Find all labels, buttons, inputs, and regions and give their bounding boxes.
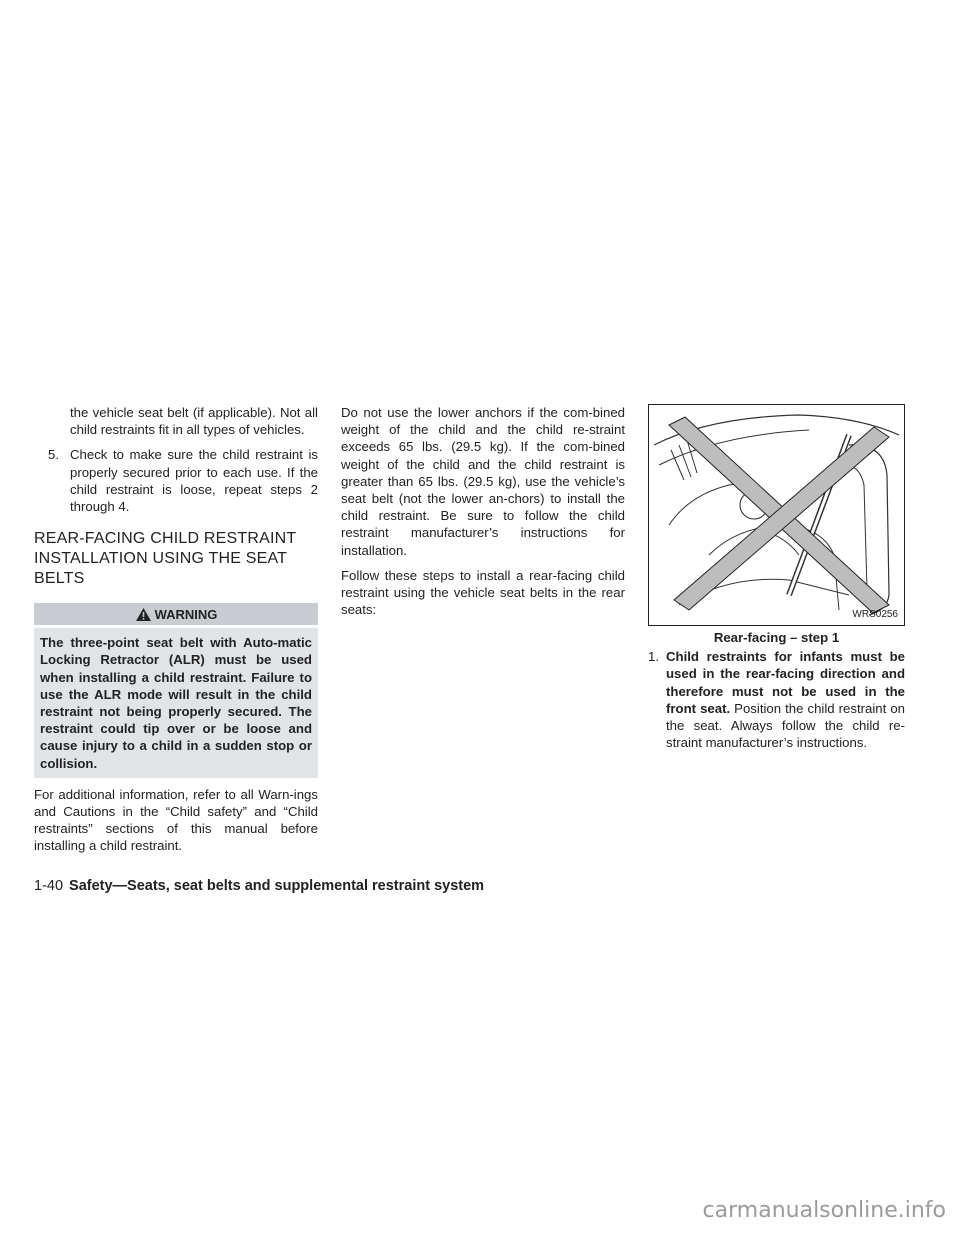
page-footer: [34, 878, 484, 895]
warning-header: [34, 603, 318, 625]
step-text: Check to make sure the child restraint is properly secured prior to each use. If the child restraint is loose, repeat steps 2 through 4.: [70, 447, 318, 515]
column-middle: [341, 404, 625, 618]
step-number: 5.: [48, 447, 59, 463]
rear-facing-seat-illustration: [649, 405, 904, 625]
figure-caption: Rear-facing – step 1: [713, 630, 840, 645]
watermark: carmanualsonline.info: [702, 1198, 946, 1223]
page-number: 1-40: [34, 878, 64, 894]
step-1: [648, 648, 905, 751]
warning-box: [34, 603, 318, 778]
illustration-rear-facing-step-1: [648, 404, 905, 626]
section-title: Safety—Seats, seat belts and supplemental restraint system: [69, 878, 485, 894]
paragraph-lower-anchors: Do not use the lower anchors if the com-bined weight of the child and the child re-straint exceeds 65 lbs. (29.5 kg). If the com-bined weight of the child and the child restraint is greater than 65 lbs. (29.5 kg), use the vehicle’s seat belt (not the lower an-chors) to install the child restraint. Be sure to follow the child restraint manufacturer’s instructions for installation.: [341, 405, 625, 558]
paragraph-follow-steps: Follow these steps to install a rear-facing child restraint using the vehicle seat belts in the rear seats:: [341, 567, 625, 618]
continued-step-text: the vehicle seat belt (if applicable). Not all child restraints fit in all types of vehicles.: [70, 405, 318, 438]
step-5: [34, 446, 318, 515]
section-heading: REAR-FACING CHILD RESTRAINT INSTALLATION USING THE SEAT BELTS: [34, 530, 297, 588]
paragraph-additional-info: For additional information, refer to all Warn-ings and Cautions in the “Child safety” and “Child restraints” sections of this manual before installing a child restraint.: [34, 786, 318, 854]
column-left: [34, 404, 318, 855]
step-bold-text: Child restraints for infants must be used in the rear-facing direction and therefore must not be used in the front seat.: [666, 649, 905, 716]
step-number: 1.: [648, 649, 659, 665]
warning-triangle-icon: [135, 607, 152, 622]
figure-code: WRS0256: [852, 608, 898, 620]
warning-text: The three-point seat belt with Auto-matic Locking Retractor (ALR) must be used when installing a child restraint. Failure to use the ALR mode will result in the child restraint not being properly secured. The restraint could tip over or be loose and cause injury to a child in a sudden stop or collision.: [34, 628, 318, 778]
step-text: Position the child restraint on the seat. Always follow the child re-straint manufacturer’s instructions.: [666, 700, 905, 751]
warning-title: WARNING: [154, 606, 218, 622]
column-right: [648, 404, 905, 751]
